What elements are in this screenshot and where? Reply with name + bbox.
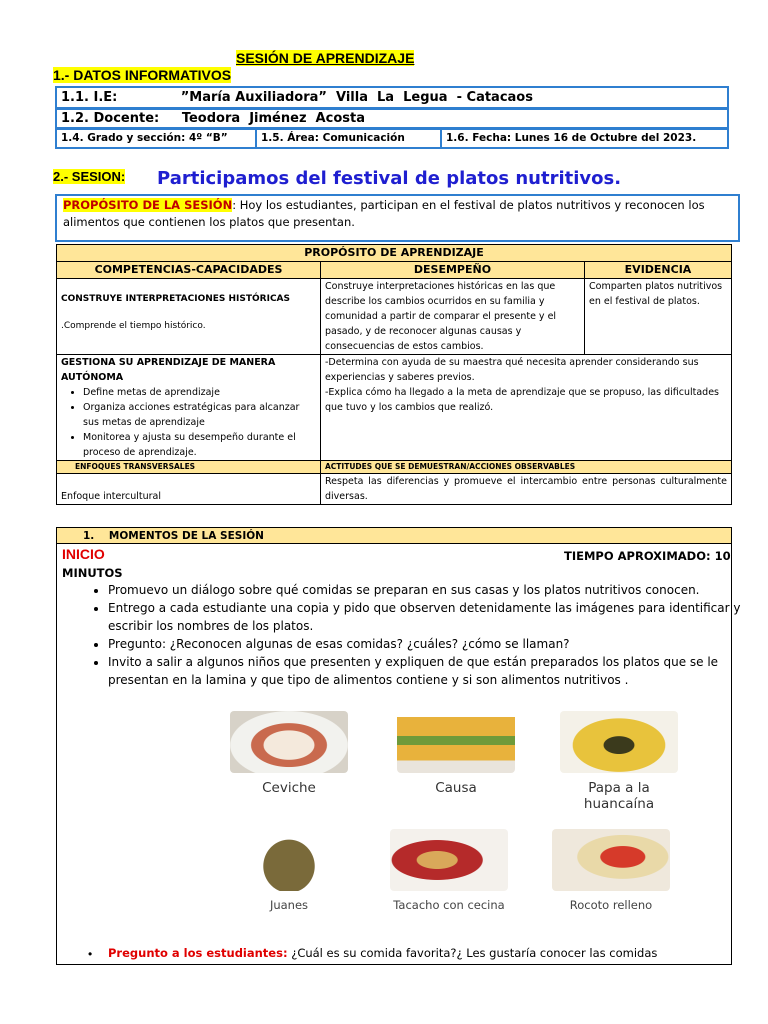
dish-caption: Rocoto relleno xyxy=(569,898,653,912)
purpose-text: : Hoy los estudiantes, participan en el festival de platos nutritivos y reconocen los alimentos que contienen los platos que presentan. xyxy=(63,198,705,229)
document-title: SESIÓN DE APRENDIZAJE xyxy=(236,50,415,66)
col-header-competencias: COMPETENCIAS-CAPACIDADES xyxy=(57,262,321,279)
row1-capacidad: .Comprende el tiempo histórico. xyxy=(61,321,206,331)
info-area: 1.5. Área: Comunicación xyxy=(257,130,442,147)
dish-caption: Papa a la huancaína xyxy=(583,780,655,812)
tiempo-aproximado: TIEMPO APROXIMADO: 10 xyxy=(564,549,731,563)
dish-ceviche xyxy=(222,711,356,796)
rocoto-relleno-image xyxy=(552,829,670,891)
dish-caption: Ceviche xyxy=(262,780,316,796)
juanes-image xyxy=(253,829,325,891)
inicio-label: INICIO xyxy=(62,546,105,562)
list-item: • Invito a salir a algunos niños que presenten y expliquen de que están preparados los platos que se le presentan en la lamina y que tipo de alimentos contiene y si son alimentos nutritivos . xyxy=(108,653,748,689)
info-row-grado-area-fecha xyxy=(55,128,729,149)
papa-huancaina-image xyxy=(560,711,678,773)
question-text: ¿Cuál es su comida favorita?¿ Les gustaría conocer las comidas xyxy=(287,946,658,960)
list-item: • Monitorea y ajusta su desempeño durante el proceso de aprendizaje. xyxy=(83,430,316,460)
info-fecha: 1.6. Fecha: Lunes 16 de Octubre del 2023. xyxy=(446,132,697,144)
table-title: PROPÓSITO DE APRENDIZAJE xyxy=(57,245,732,262)
row1-evidencia: Comparten platos nutritivos en el festival de platos. xyxy=(585,279,732,355)
question-line xyxy=(108,946,657,960)
row1-competencia: CONSTRUYE INTERPRETACIONES HISTÓRICAS xyxy=(61,294,291,304)
momentos-header: 1. MOMENTOS DE LA SESIÓN xyxy=(57,528,731,544)
col-header-evidencia: EVIDENCIA xyxy=(585,262,732,279)
session-label: 2.- SESION: xyxy=(53,169,126,184)
purpose-label: PROPÓSITO DE LA SESIÓN xyxy=(63,198,233,212)
list-item: • Pregunto: ¿Reconocen algunas de esas comidas? ¿cuáles? ¿cómo se llaman? xyxy=(108,635,748,653)
enfoques-label: ENFOQUES TRANSVERSALES xyxy=(57,461,321,474)
actitudes-label: ACTITUDES QUE SE DEMUESTRAN/ACCIONES OBSERVABLES xyxy=(321,461,732,474)
dish-caption: Causa xyxy=(435,780,477,796)
col-header-desempeno: DESEMPEÑO xyxy=(321,262,585,279)
row2-desempeno-1: -Determina con ayuda de su maestra qué necesita aprender considerando sus experiencias y saberes previos. xyxy=(325,357,699,383)
session-title: Participamos del festival de platos nutritivos. xyxy=(157,168,622,189)
dish-caption: Juanes xyxy=(269,898,309,912)
row2-competencia: GESTIONA SU APRENDIZAJE DE MANERA AUTÓNOMA xyxy=(61,357,276,383)
bullet-icon: • xyxy=(88,947,93,961)
tacacho-image xyxy=(390,829,508,891)
dish-caption: Tacacho con cecina xyxy=(393,898,505,912)
learning-purpose-table xyxy=(56,244,732,505)
actitud-value: Respeta las diferencias y promueve el intercambio entre personas culturalmente diversas. xyxy=(321,474,732,505)
enfoque-value: Enfoque intercultural xyxy=(57,474,321,505)
dish-juanes xyxy=(222,829,356,912)
dish-tacacho xyxy=(382,829,516,912)
info-docente: 1.2. Docente: Teodora Jiménez Acosta xyxy=(55,108,729,129)
dishes-image xyxy=(222,693,690,929)
inicio-bullets xyxy=(84,581,748,689)
info-ie: 1.1. I.E: ”María Auxiliadora” Villa La Legua - Catacaos xyxy=(55,86,729,109)
dish-causa xyxy=(389,711,523,796)
info-grado: 1.4. Grado y sección: 4º “B” xyxy=(57,130,257,147)
list-item: • Entrego a cada estudiante una copia y pido que observen detenidamente las imágenes para identificar y escribir los nombres de los platos. xyxy=(108,599,748,635)
section-datos-informativos: 1.- DATOS INFORMATIVOS xyxy=(53,67,232,83)
question-label: Pregunto a los estudiantes: xyxy=(108,946,288,960)
dish-papa-huancaina xyxy=(552,711,686,812)
list-item: • Organiza acciones estratégicas para alcanzar sus metas de aprendizaje xyxy=(83,400,316,430)
causa-image xyxy=(397,711,515,773)
ceviche-image xyxy=(230,711,348,773)
row2-desempeno-2: -Explica cómo ha llegado a la meta de aprendizaje que se propuso, las dificultades que tuvo y los cambios que realizó. xyxy=(325,387,719,413)
dish-rocoto-relleno xyxy=(544,829,678,912)
purpose-box xyxy=(55,194,740,242)
list-item: • Define metas de aprendizaje xyxy=(83,385,316,400)
row2-capacidades-list xyxy=(61,385,316,460)
list-item: • Promuevo un diálogo sobre qué comidas se preparan en sus casas y los platos nutritivos conocen. xyxy=(108,581,748,599)
minutos-label: MINUTOS xyxy=(62,566,123,580)
row1-desempeno: Construye interpretaciones históricas en las que describe los cambios ocurridos en su familia y comunidad a partir de comparar el presente y el pasado, y de reconocer algunas causas y consecuencias de estos cambios. xyxy=(321,279,585,355)
